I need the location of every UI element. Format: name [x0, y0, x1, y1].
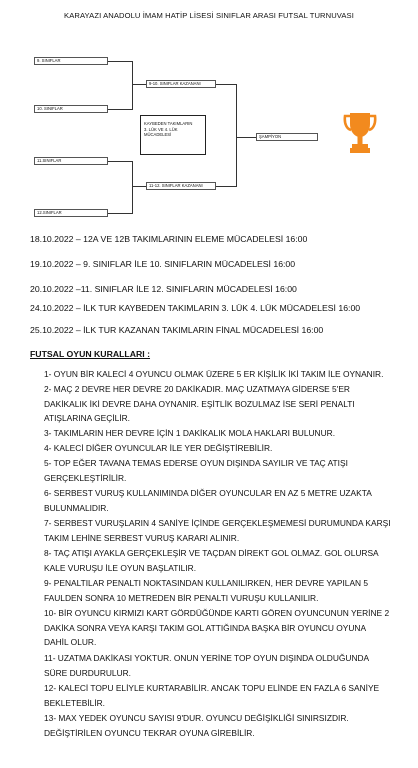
rule-item: 10- BİR OYUNCU KIRMIZI KART GÖRDÜĞÜNDE KARTI GÖREN OYUNCUNUN YERİNE 2 DAKİKA SONRA VEYA KARŞI TAKIM GOL ATTIĞINDA BAŞKA BİR OYUNCU OYUNA DAHİL OLUR. [44, 608, 390, 648]
page-title: KARAYAZI ANADOLU İMAM HATİP LİSESİ SINIFLAR ARASI FUTSAL TURNUVASI [64, 11, 354, 20]
schedule-item: 18.10.2022 – 12A VE 12B TAKIMLARININ ELEME MÜCADELESİ 16:00 [30, 234, 308, 244]
schedule-item: 25.10.2022 – İLK TUR KAZANAN TAKIMLARIN FİNAL MÜCADELESİ 16:00 [30, 325, 324, 335]
third-place-match: KAYBEDEN TAKIMLARIN 3. LÜK VE 4. LÜK MÜCADELESİ [140, 115, 206, 155]
rule-item: 13- MAX YEDEK OYUNCU SAYISI 9'DUR. OYUNCU DEĞİŞİKLİĞİ SINIRSIZDIR. DEĞİŞTİRİLEN OYUNCU TEKRAR OYUNA GİREBİLİR. [44, 713, 349, 738]
rule-item: 8- TAÇ ATIŞI AYAKLA GERÇEKLEŞİR VE TAÇDAN DİREKT GOL OLMAZ. GOL OLURSA KALE VURUŞU İLE OYUN BAŞLATILIR. [44, 548, 379, 573]
rule-item: 7- SERBEST VURUŞLARIN 4 SANİYE İÇİNDE GERÇEKLEŞMEMESİ DURUMUNDA KARŞI TAKIM LEHİNE SERBEST VURUŞ KARARI ALINIR. [44, 518, 391, 543]
tournament-bracket [0, 0, 418, 230]
seed-10: 10. SINIFLAR [34, 105, 108, 113]
semi-top-winner: 9-10. SINIFLAR KAZANANI [146, 80, 216, 88]
schedule-item: 20.10.2022 –11. SINIFLAR İLE 12. SINIFLARIN MÜCADELESİ 16:00 [30, 284, 297, 294]
rule-item: 5- TOP EĞER TAVANA TEMAS EDERSE OYUN DIŞINDA SAYILIR VE TAÇ ATIŞI GERÇEKLEŞTİRİLİR. [44, 458, 348, 483]
schedule-item: 19.10.2022 – 9. SINIFLAR İLE 10. SINIFLARIN MÜCADELESİ 16:00 [30, 259, 296, 269]
final-champion: ŞAMPİYON [256, 133, 318, 141]
rule-item: 9- PENALTILAR PENALTI NOKTASINDAN KULLANILIRKEN, HER DEVRE YAPILAN 5 FAULDEN SONRA 10 METREDEN BİR PENALTI VURUŞU KULLANILIR. [44, 578, 369, 603]
semi-bottom-winner: 11-12. SINIFLAR KAZANANI [146, 182, 216, 190]
rule-item: 11- UZATMA DAKİKASI YOKTUR. ONUN YERİNE TOP OYUN DIŞINDA OLDUĞUNDA SÜRE DURDURULUR. [44, 653, 370, 678]
schedule-item: 24.10.2022 – İLK TUR KAYBEDEN TAKIMLARIN 3. LÜK 4. LÜK MÜCADELESİ 16:00 [30, 303, 361, 313]
rule-item: 3- TAKIMLARIN HER DEVRE İÇİN 1 DAKİKALIK MOLA HAKLARI BULUNUR. [44, 428, 336, 438]
seed-12: 12.SINIFLAR [34, 209, 108, 217]
trophy-icon [342, 110, 378, 156]
rules-heading: FUTSAL OYUN KURALLARI : [30, 349, 151, 359]
rule-item: 2- MAÇ 2 DEVRE HER DEVRE 20 DAKİKADIR. MAÇ UZATMAYA GİDERSE 5'ER DAKİKALIK İKİ DEVRE DAHA OYNANIR. EŞİTLİK BOZULMAZ İSE SERİ PENALTI ATIŞLARINA GEÇİLİR. [44, 384, 355, 424]
seed-9: 9. SINIFLAR [34, 57, 108, 65]
rule-item: 6- SERBEST VURUŞ KULLANIMINDA DİĞER OYUNCULAR EN AZ 5 METRE UZAKTA BULUNMALIDIR. [44, 488, 372, 513]
rule-item: 1- OYUN BİR KALECİ 4 OYUNCU OLMAK ÜZERE 5 ER KİŞİLİK İKİ TAKIM İLE OYNANIR. [44, 369, 384, 379]
rule-item: 4- KALECİ DİĞER OYUNCULAR İLE YER DEĞİŞTİREBİLİR. [44, 443, 273, 453]
rule-item: 12- KALECİ TOPU ELİYLE KURTARABİLİR. ANCAK TOPU ELİNDE EN FAZLA 6 SANİYE BEKLETEBİLİR. [44, 683, 380, 708]
seed-11: 11.SINIFLAR [34, 157, 108, 165]
